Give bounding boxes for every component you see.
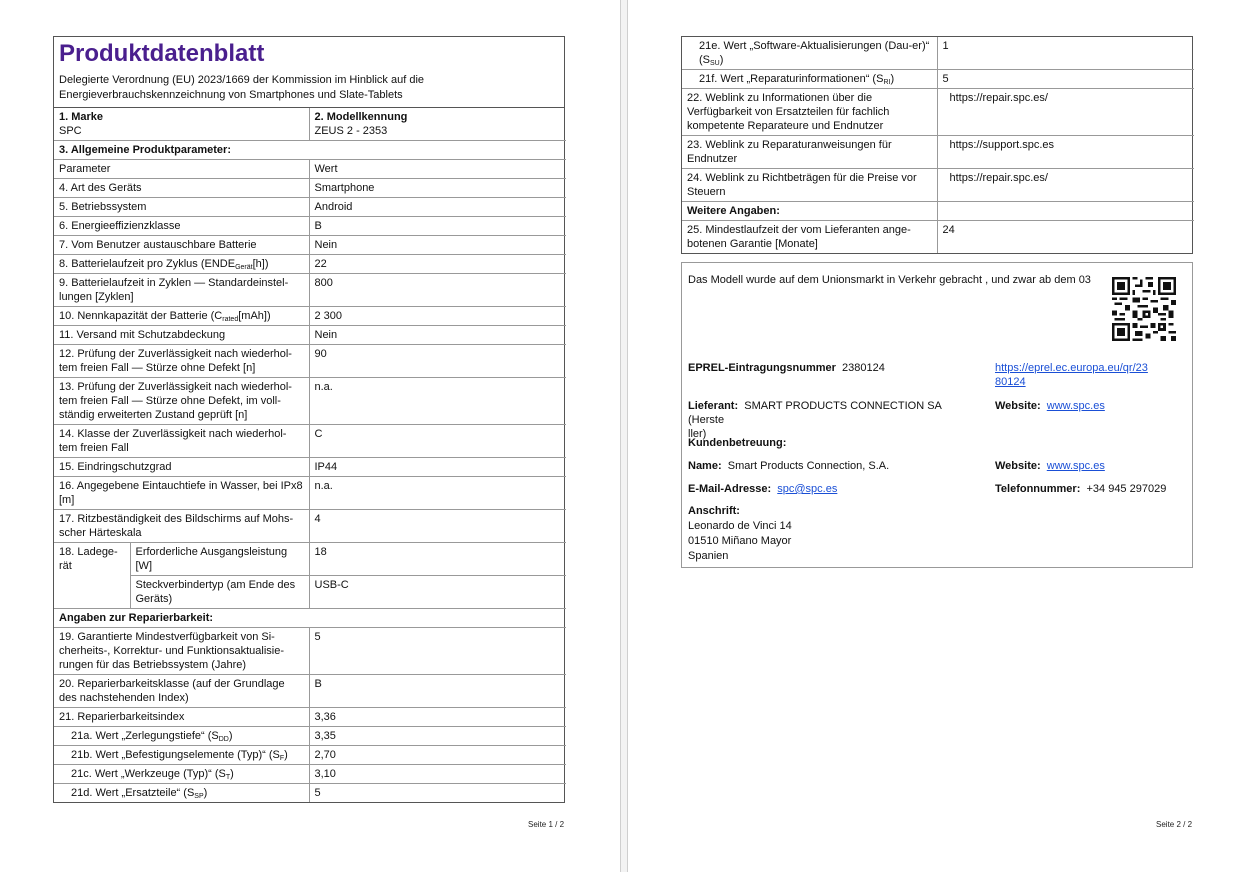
row-label: 24. Weblink zu Richtbeträgen für die Preise vor Steuern (682, 169, 937, 202)
battery-cycle-label (54, 255, 309, 274)
page-2 (628, 0, 1243, 872)
parameter-table (54, 108, 566, 802)
row-label: 7. Vom Benutzer austauschbare Batterie (54, 236, 309, 255)
supplier-label: Lieferant: (688, 400, 739, 412)
value-header: Wert (309, 160, 566, 179)
row-label: 5. Betriebssystem (54, 198, 309, 217)
section-repair-heading: Angaben zur Reparierbarkeit: (54, 609, 566, 628)
eprel-info-box (681, 262, 1193, 568)
charger-power-value: 18 (309, 543, 566, 576)
row-value: C (309, 425, 566, 458)
index-21a-value: 3,35 (309, 727, 566, 746)
index-21d-label (54, 784, 309, 803)
label-text: 21e. Wert „Software-Aktualisierungen (Dau-er)“ (S (699, 40, 930, 66)
battery-capacity-label (54, 307, 309, 326)
label-text: ) (203, 787, 208, 799)
battery-capacity-value: 2 300 (309, 307, 566, 326)
index-21d-value: 5 (309, 784, 566, 803)
eprel-link[interactable] (995, 361, 1175, 389)
label-text: ) (230, 768, 234, 780)
row-value: B (309, 675, 566, 708)
subtitle-line-2: Energieverbrauchskennzeichnung von Smartphones und Slate-Tablets (59, 89, 403, 101)
repair-continuation-table (681, 36, 1193, 254)
row-value: Smartphone (309, 179, 566, 198)
label-text: 10. Nennkapazität der Batterie (C (59, 310, 223, 322)
row-value: Android (309, 198, 566, 217)
label-subscript: SP (194, 793, 204, 800)
label-subscript: rated (222, 316, 239, 323)
row-label: 22. Weblink zu Informationen über die Verfügbarkeit von Ersatzteilen für fachlich kompetente Reparateure und Endnutzer (682, 89, 937, 136)
index-21f-value: 5 (937, 70, 1194, 89)
charger-label: 18. Ladege-rät (54, 543, 130, 609)
customer-support-heading: Kundenbetreuung: (688, 437, 787, 449)
model-label: 2. Modellkennung (314, 111, 408, 123)
row-value: 24 (937, 221, 1194, 254)
label-text: ) (228, 730, 233, 742)
name-label: Name: (688, 460, 722, 472)
website-link[interactable]: www.spc.es (1046, 400, 1105, 412)
label-subscript: T (225, 774, 231, 781)
row-label: 4. Art des Geräts (54, 179, 309, 198)
label-text: 21c. Wert „Werkzeuge (Typ)“ (S (71, 768, 226, 780)
address-line: Spanien (688, 550, 729, 562)
index-21c-label (54, 765, 309, 784)
row-label: 12. Prüfung der Zuverlässigkeit nach wiederhol-tem freien Fall — Stürze ohne Defekt [n] (54, 345, 309, 378)
website-label: Website: (995, 460, 1041, 472)
label-text: ) (890, 73, 895, 85)
row-value: Nein (309, 326, 566, 345)
email-link[interactable]: spc@spc.es (777, 483, 838, 495)
label-subscript: SU (710, 60, 720, 67)
connector-type-label: Steckverbindertyp (am Ende des Geräts) (130, 576, 309, 609)
model-value: ZEUS 2 - 2353 (314, 125, 388, 137)
email-entry (688, 482, 837, 496)
spare-parts-link: https://repair.spc.es/ (937, 89, 1194, 136)
row-value: Nein (309, 236, 566, 255)
address-label: Anschrift: (688, 505, 740, 517)
row-label: 19. Garantierte Mindestverfügbarkeit von Si-cherheits-, Korrektur- und Funktionsaktualisie-rungen für das Betriebssystem (Jahre) (54, 628, 309, 675)
website-label: Website: (995, 400, 1041, 412)
index-21e-value: 1 (937, 37, 1194, 70)
row-label: 20. Reparierbarkeitsklasse (auf der Grundlage des nachstehenden Index) (54, 675, 309, 708)
row-value: 3,36 (309, 708, 566, 727)
label-text: 21f. Wert „Reparaturinformationen“ (S (699, 73, 884, 85)
label-text: [h]) (252, 258, 269, 270)
row-value: 800 (309, 274, 566, 307)
brand-label: 1. Marke (59, 111, 104, 123)
price-info-link: https://repair.spc.es/ (937, 169, 1194, 202)
row-value: 4 (309, 510, 566, 543)
row-label: 6. Energieeffizienzklasse (54, 217, 309, 236)
row-value: IP44 (309, 458, 566, 477)
phone-label: Telefonnummer: (995, 483, 1081, 495)
section-general-heading: 3. Allgemeine Produktparameter: (54, 141, 566, 160)
website-link[interactable]: www.spc.es (1046, 460, 1105, 472)
row-label: 9. Batterielaufzeit in Zyklen — Standardeinstel-lungen [Zyklen] (54, 274, 309, 307)
label-subscript: RI (883, 79, 891, 86)
index-21f-label (682, 70, 937, 89)
eprel-label: EPREL-Eintragungsnummer (688, 362, 836, 374)
page-footer: Seite 1 / 2 (528, 820, 565, 829)
brand-cell (54, 108, 309, 141)
connector-type-value: USB-C (309, 576, 566, 609)
page-divider (620, 0, 628, 872)
subtitle-line-1: Delegierte Verordnung (EU) 2023/1669 der Kommission im Hinblick auf die (59, 74, 425, 86)
eprel-entry (688, 361, 885, 375)
page-footer: Seite 2 / 2 (1156, 820, 1193, 829)
model-cell (309, 108, 566, 141)
qr-code-icon (1112, 277, 1176, 341)
index-21e-label (682, 37, 937, 70)
battery-cycle-value: 22 (309, 255, 566, 274)
charger-power-label: Erforderliche Ausgangsleistung [W] (130, 543, 309, 576)
section-more-heading: Weitere Angaben: (682, 202, 937, 221)
row-label: 17. Ritzbeständigkeit des Bildschirms auf Mohs-scher Härteskala (54, 510, 309, 543)
index-21b-value: 2,70 (309, 746, 566, 765)
row-label: 21. Reparierbarkeitsindex (54, 708, 309, 727)
empty-cell (937, 202, 1194, 221)
row-value: n.a. (309, 378, 566, 425)
row-value: 90 (309, 345, 566, 378)
label-text: 21d. Wert „Ersatzteile“ (S (71, 787, 195, 799)
website-entry-2 (995, 459, 1105, 473)
page-1 (0, 0, 620, 872)
phone-value: +34 945 297029 (1086, 483, 1167, 495)
brand-model-row (54, 108, 566, 141)
phone-entry (995, 482, 1166, 496)
label-subscript: DD (218, 736, 229, 743)
index-21b-label (54, 746, 309, 765)
row-value: B (309, 217, 566, 236)
row-label: 25. Mindestlaufzeit der vom Lieferanten ange-botenen Garantie [Monate] (682, 221, 937, 254)
index-21a-label (54, 727, 309, 746)
address-line: 01510 Miñano Mayor (688, 535, 792, 547)
row-label: 23. Weblink zu Reparaturanweisungen für Endnutzer (682, 136, 937, 169)
address-block (688, 504, 792, 563)
row-label: 16. Angegebene Eintauchtiefe in Wasser, bei IPx8 [m] (54, 477, 309, 510)
label-text: [mAh]) (238, 310, 271, 322)
repair-instructions-link: https://support.spc.es (937, 136, 1194, 169)
label-text: 8. Batterielaufzeit pro Zyklus (ENDE (59, 258, 236, 270)
row-label: 11. Versand mit Schutzabdeckung (54, 326, 309, 345)
datasheet-header (54, 37, 564, 108)
label-text: ) (284, 749, 288, 761)
supplier-value: SMART PRODUCTS CONNECTION SA (Herste (688, 400, 942, 426)
eprel-link-line-1[interactable]: https://eprel.ec.europa.eu/qr/23 (995, 362, 1148, 374)
parameter-table-continued (682, 37, 1194, 253)
supplier-value-cont: ller) (688, 428, 707, 440)
brand-value: SPC (59, 125, 82, 137)
label-subscript: Gerät (235, 264, 253, 271)
row-label: 15. Eindringschutzgrad (54, 458, 309, 477)
index-21c-value: 3,10 (309, 765, 566, 784)
page-title: Produktdatenblatt (59, 40, 265, 67)
label-text: ) (719, 54, 724, 66)
row-label: 14. Klasse der Zuverlässigkeit nach wiederhol-tem freien Fall (54, 425, 309, 458)
row-value: n.a. (309, 477, 566, 510)
email-label: E-Mail-Adresse: (688, 483, 772, 495)
row-value: 5 (309, 628, 566, 675)
row-label: 13. Prüfung der Zuverlässigkeit nach wiederhol-tem freien Fall — Stürze ohne Defekt, im voll-ständig erweiterten Zustand geprüft [n] (54, 378, 309, 425)
label-subscript: F (279, 755, 285, 762)
supplier-entry (688, 399, 978, 441)
eprel-value: 2380124 (842, 362, 885, 374)
label-text: 21a. Wert „Zerlegungstiefe“ (S (71, 730, 219, 742)
name-entry (688, 459, 889, 473)
product-datasheet (53, 36, 565, 803)
name-value: Smart Products Connection, S.A. (727, 460, 890, 472)
address-line: Leonardo de Vinci 14 (688, 520, 792, 532)
market-placement-text: Das Modell wurde auf dem Unionsmarkt in Verkehr gebracht , und zwar ab dem 03 (688, 274, 1091, 286)
label-text: 21b. Wert „Befestigungselemente (Typ)“ (S (71, 749, 280, 761)
eprel-link-line-2[interactable]: 80124 (995, 376, 1026, 388)
website-entry (995, 399, 1105, 413)
param-header: Parameter (54, 160, 309, 179)
